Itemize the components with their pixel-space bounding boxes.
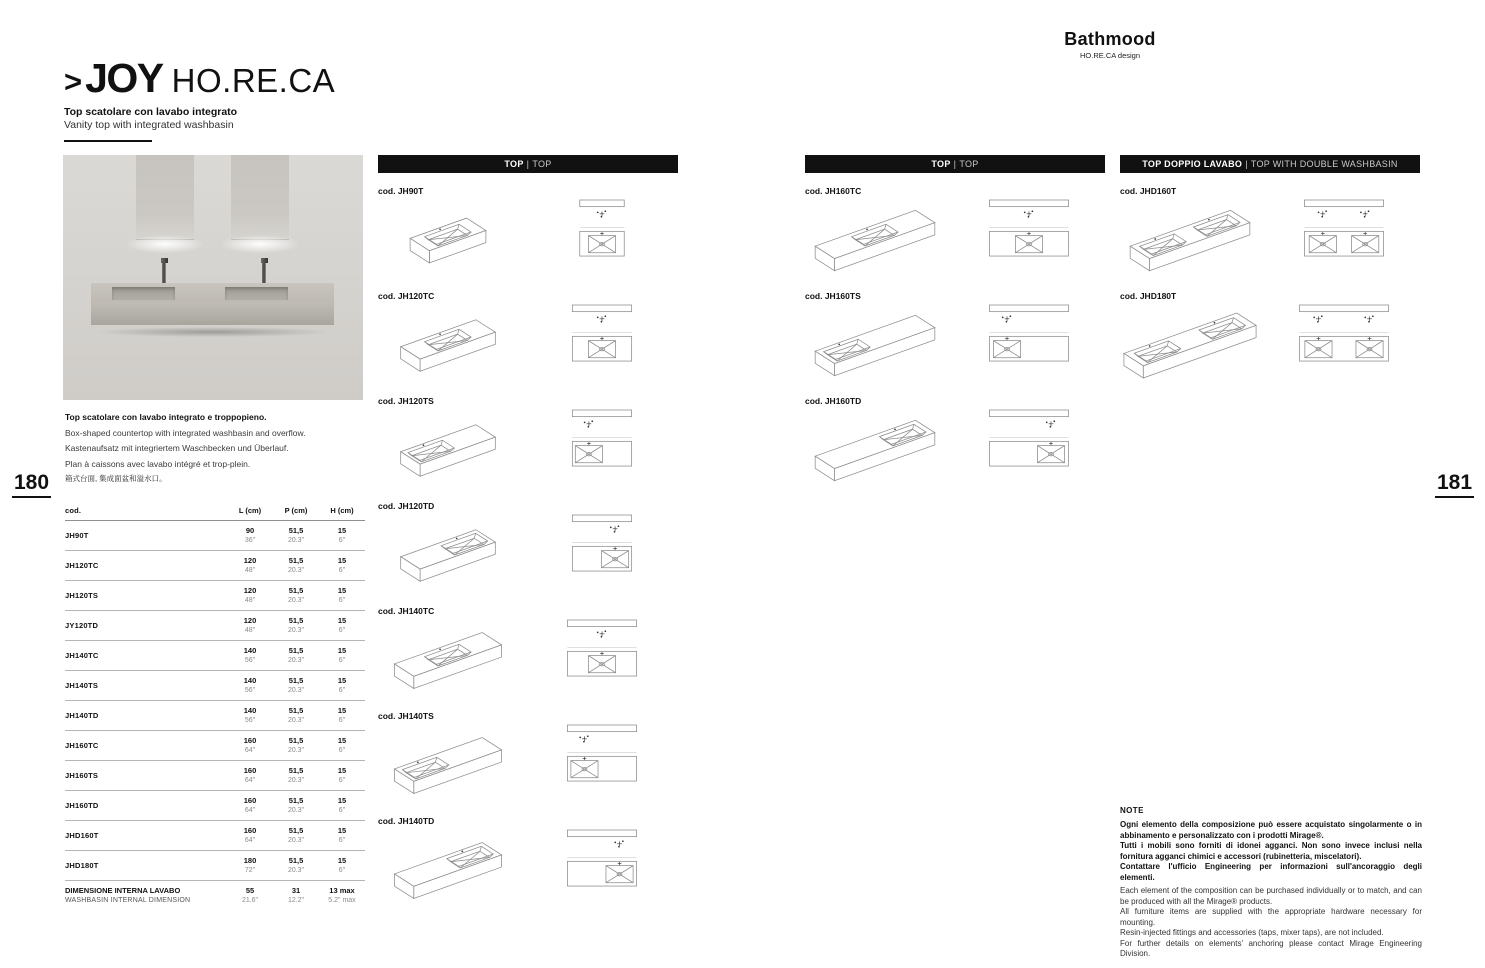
isometric-drawing	[378, 518, 518, 593]
dimensions-table	[65, 502, 365, 909]
footer-label-italian: DIMENSIONE INTERNA LAVABO	[65, 886, 181, 895]
col-header-h: H (cm)	[330, 506, 354, 515]
orthographic-drawing	[526, 723, 678, 784]
isometric-drawing	[378, 728, 518, 803]
product-drawings	[378, 723, 678, 803]
product-drawings	[378, 198, 678, 278]
table-row	[65, 551, 365, 581]
cell-l: 120 48"	[243, 616, 257, 634]
product-description	[65, 412, 365, 490]
orthographic-drawing	[526, 198, 678, 259]
description-italian: Top scatolare con lavabo integrato e troppopieno.	[65, 412, 267, 422]
orthographic-drawing	[1268, 198, 1420, 259]
product-code: cod. JH120TD	[378, 501, 435, 511]
cell-p: 51,5 20.3"	[287, 736, 305, 754]
note-title: NOTE	[1120, 806, 1144, 815]
product-code: cod. JHD180T	[1120, 291, 1177, 301]
cell-p: 51,5 20.3"	[287, 856, 305, 874]
product-drawings	[378, 408, 678, 488]
product-drawings	[378, 828, 678, 908]
description-german: Kastenaufsatz mit integriertem Waschbecken und Überlauf.	[65, 443, 289, 453]
cell-l: 120 48"	[243, 586, 257, 604]
table-row	[65, 761, 365, 791]
table-row	[65, 851, 365, 881]
cell-p: 51,5 20.3"	[287, 676, 305, 694]
footer-h-cm: 13 max	[329, 886, 355, 895]
cell-p: 51,5 20.3"	[287, 796, 305, 814]
product-entry	[378, 606, 678, 698]
cell-p: 51,5 20.3"	[287, 766, 305, 784]
isometric-drawing	[805, 308, 945, 383]
note-section	[1120, 806, 1422, 960]
product-drawings	[378, 618, 678, 698]
note-english-line: For further details on elements' anchoring please contact Mirage Engineering Division.	[1120, 938, 1422, 958]
orthographic-drawing	[526, 408, 678, 469]
cell-p: 51,5 20.3"	[287, 526, 305, 544]
product-code: cod. JH90T	[378, 186, 424, 196]
title-text: JOY	[85, 55, 163, 101]
cell-h: 15 6"	[337, 736, 347, 754]
product-code: cod. JHD160T	[1120, 186, 1177, 196]
cell-h: 15 6"	[337, 856, 347, 874]
mirror-backlight-right	[221, 235, 299, 253]
table-header	[65, 502, 365, 521]
orthographic-drawing	[953, 408, 1105, 469]
cell-h: 15 6"	[337, 706, 347, 724]
note-english-line: Each element of the composition can be purchased individually or to match, and can be produced with all the Mirage® products.	[1120, 886, 1422, 906]
cell-h: 15 6"	[337, 826, 347, 844]
cell-l: 160 64"	[243, 736, 257, 754]
mirror-backlight-left	[126, 235, 204, 253]
table-row	[65, 791, 365, 821]
cell-cod: JH120TC	[65, 561, 99, 570]
product-column-top-2	[805, 155, 1105, 501]
orthographic-drawing	[953, 198, 1105, 259]
isometric-drawing	[1120, 308, 1260, 383]
countertop-shadow	[97, 327, 328, 337]
cell-cod: JY120TD	[65, 621, 99, 630]
table-row	[65, 641, 365, 671]
product-entry	[378, 291, 678, 383]
cell-p: 51,5 20.3"	[287, 826, 305, 844]
cell-h: 15 6"	[337, 766, 347, 784]
product-code: cod. JH120TS	[378, 396, 434, 406]
orthographic-drawing	[526, 618, 678, 679]
isometric-drawing	[378, 413, 518, 488]
note-italian-line: Contattare l'ufficio Engineering per informazioni sull'ancoraggio degli elementi.	[1120, 862, 1422, 882]
table-row	[65, 671, 365, 701]
product-column-top-1	[378, 155, 678, 921]
footer-p-cm: 31	[291, 886, 301, 895]
description-chinese: 箱式台面, 集成面盆和溢水口。	[65, 474, 167, 483]
product-drawings	[378, 303, 678, 383]
cell-l: 160 64"	[243, 766, 257, 784]
orthographic-drawing	[526, 303, 678, 364]
product-drawings	[805, 303, 1105, 383]
product-code: cod. JH120TC	[378, 291, 435, 301]
footer-l-cm: 55	[245, 886, 255, 895]
note-english-line: All furniture items are supplied with the appropriate hardware necessary for mounting.	[1120, 907, 1422, 927]
cell-cod: JH120TS	[65, 591, 99, 600]
table-row	[65, 581, 365, 611]
cell-l: 160 64"	[243, 826, 257, 844]
cell-l: 140 56"	[243, 646, 257, 664]
description-french: Plan à caissons avec lavabo intégré et trop-plein.	[65, 458, 251, 469]
mirror-left	[136, 155, 194, 240]
isometric-drawing	[805, 413, 945, 488]
cell-cod: JHD180T	[65, 861, 99, 870]
table-row	[65, 701, 365, 731]
cell-p: 51,5 20.3"	[287, 586, 305, 604]
note-italian-line: Tutti i mobili sono forniti di idonei agganci. Non sono invece inclusi nella fornitura agganci chimici e accessori (rubinetteria, miscelatori).	[1120, 841, 1422, 861]
vanity-countertop	[91, 283, 334, 325]
cell-h: 15 6"	[337, 796, 347, 814]
cell-h: 15 6"	[337, 616, 347, 634]
footer-h-in: 5.2" max	[328, 897, 356, 904]
cell-l: 160 64"	[243, 796, 257, 814]
title-arrow: >	[64, 64, 83, 99]
cell-l: 90 36"	[244, 526, 256, 544]
col-header-cod: cod.	[65, 506, 82, 515]
product-code: cod. JH160TS	[805, 291, 861, 301]
product-entry	[378, 186, 678, 278]
product-entry	[805, 291, 1105, 383]
isometric-drawing	[805, 203, 945, 278]
product-drawings	[1120, 198, 1420, 278]
cell-p: 51,5 20.3"	[287, 556, 305, 574]
orthographic-drawing	[1268, 303, 1420, 364]
cell-l: 120 48"	[243, 556, 257, 574]
product-code: cod. JH140TS	[378, 711, 434, 721]
isometric-drawing	[378, 308, 518, 383]
note-italian-line: Ogni elemento della composizione può essere acquistato singolarmente o in abbinamento e personalizzato con i prodotti Mirage®.	[1120, 820, 1422, 840]
column-header: TOP DOPPIO LAVABO | TOP WITH DOUBLE WASHBASIN	[1120, 155, 1420, 173]
product-code: cod. JH140TD	[378, 816, 435, 826]
cell-l: 140 56"	[243, 676, 257, 694]
col-header-l: L (cm)	[238, 506, 262, 515]
cell-h: 15 6"	[337, 526, 347, 544]
column-header: TOP | TOP	[378, 155, 678, 173]
cell-h: 15 6"	[337, 676, 347, 694]
table-row	[65, 611, 365, 641]
table-footer-row	[65, 881, 365, 909]
table-row	[65, 731, 365, 761]
orthographic-drawing	[953, 303, 1105, 364]
product-entry	[1120, 291, 1420, 383]
product-entry	[805, 396, 1105, 488]
product-entry	[378, 816, 678, 908]
product-entry	[378, 711, 678, 803]
product-entry	[805, 186, 1105, 278]
cell-cod: JHD160T	[65, 831, 99, 840]
table-row	[65, 521, 365, 551]
cell-h: 15 6"	[337, 556, 347, 574]
table-row	[65, 821, 365, 851]
brand-logo	[1048, 29, 1172, 60]
note-english-line: Resin-injected fittings and accessories (taps, mixer taps), are not included.	[1120, 928, 1384, 937]
product-code: cod. JH140TC	[378, 606, 435, 616]
footer-label-english: WASHBASIN INTERNAL DIMENSION	[65, 897, 191, 904]
cell-cod: JH90T	[65, 531, 89, 540]
cell-h: 15 6"	[337, 646, 347, 664]
cell-l: 180 72"	[243, 856, 257, 874]
cell-h: 15 6"	[337, 586, 347, 604]
faucet-right	[262, 258, 266, 285]
title-suffix: HO.RE.CA	[171, 62, 336, 99]
product-entries	[1120, 186, 1420, 383]
cell-p: 51,5 20.3"	[287, 706, 305, 724]
mirror-right	[231, 155, 289, 240]
brand-tagline: HO.RE.CA design	[1079, 51, 1141, 60]
cell-cod: JH160TS	[65, 771, 99, 780]
faucet-left	[162, 258, 166, 285]
title-rule	[64, 140, 152, 142]
product-entry	[1120, 186, 1420, 278]
product-entry	[378, 501, 678, 593]
product-entries	[378, 186, 678, 908]
product-entry	[378, 396, 678, 488]
footer-p-in: 12.2"	[287, 897, 305, 904]
product-code: cod. JH160TC	[805, 186, 862, 196]
cell-cod: JH140TD	[65, 711, 99, 720]
cell-l: 140 56"	[243, 706, 257, 724]
orthographic-drawing	[526, 828, 678, 889]
isometric-drawing	[378, 623, 518, 698]
product-drawings	[805, 198, 1105, 278]
brand-name: Bathmood	[1064, 29, 1156, 49]
product-drawings	[805, 408, 1105, 488]
page-number-left: 180	[12, 471, 51, 498]
isometric-drawing	[378, 203, 518, 278]
cell-cod: JH160TC	[65, 741, 99, 750]
subtitle-english: Vanity top with integrated washbasin	[64, 119, 234, 131]
washbasin-right	[225, 287, 288, 300]
cell-cod: JH160TD	[65, 801, 99, 810]
orthographic-drawing	[526, 513, 678, 574]
isometric-drawing	[378, 833, 518, 908]
col-header-p: P (cm)	[284, 506, 308, 515]
cell-cod: JH140TC	[65, 651, 99, 660]
product-drawings	[1120, 303, 1420, 383]
column-header: TOP | TOP	[805, 155, 1105, 173]
product-code: cod. JH160TD	[805, 396, 862, 406]
footer-l-in: 21.6"	[241, 897, 259, 904]
page-number-right: 181	[1435, 471, 1474, 498]
page-title	[64, 55, 336, 142]
cell-cod: JH140TS	[65, 681, 99, 690]
cell-p: 51,5 20.3"	[287, 646, 305, 664]
product-column-double-washbasin	[1120, 155, 1420, 396]
description-english: Box-shaped countertop with integrated washbasin and overflow.	[65, 427, 306, 438]
product-photo	[63, 155, 363, 400]
subtitle-italian: Top scatolare con lavabo integrato	[64, 106, 238, 118]
cell-p: 51,5 20.3"	[287, 616, 305, 634]
washbasin-left	[112, 287, 175, 300]
product-drawings	[378, 513, 678, 593]
isometric-drawing	[1120, 203, 1260, 278]
dimensions-table-rows	[65, 521, 365, 881]
product-entries	[805, 186, 1105, 488]
